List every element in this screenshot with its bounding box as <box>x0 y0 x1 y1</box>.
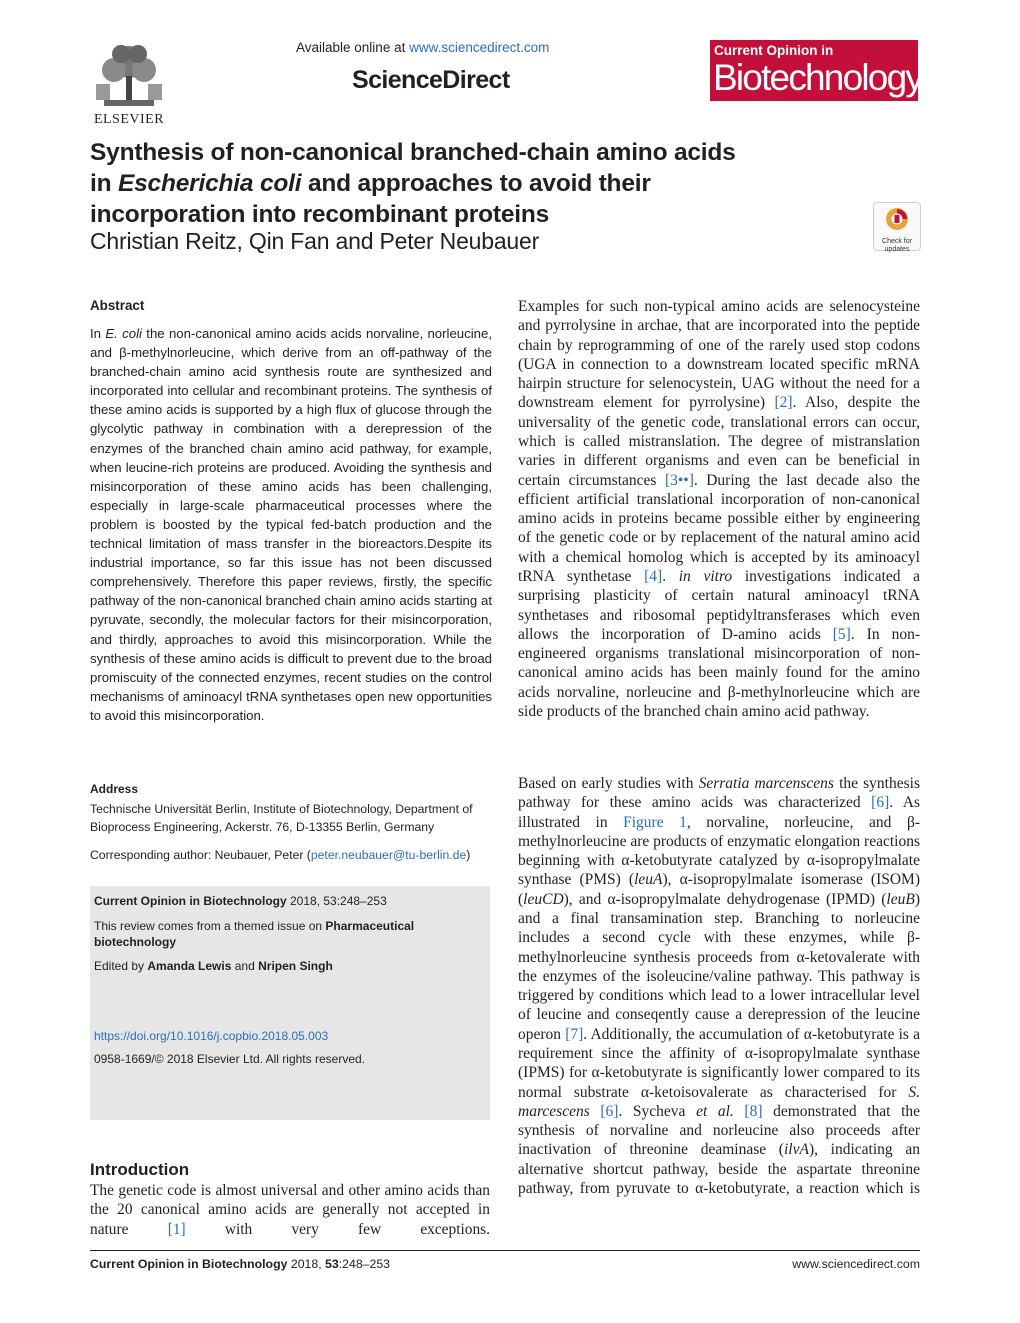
p1-c: . During the last decade also the efficient artificial translational incorporation of non-canonical amino acids in proteins became possible either by engineering of the genetic code or by replacement of the natural amino acid with a chemical homolog which is accepted by its aminoacyl tRNA synthetase <box>518 471 920 585</box>
ref-8-link[interactable]: [8] <box>744 1102 763 1120</box>
theme-prefix: This review comes from a themed issue on <box>94 919 326 933</box>
footer-site: www.sciencedirect.com <box>792 1257 920 1271</box>
footer-journal: Current Opinion in Biotechnology <box>90 1257 288 1271</box>
p1-e: investigations indicated a surprising plasticity of certain natural aminoacyl tRNA synthetases and ribosomal peptidyltransferases which even allows the incorporation of D-amino acids <box>518 567 921 643</box>
gene-ilvA: ilvA <box>783 1141 809 1159</box>
title-line-3: incorporation into recombinant proteins <box>90 201 550 228</box>
editors-and: and <box>231 959 259 973</box>
theme-name: Pharmaceutical biotechnology <box>94 919 415 949</box>
et-al: et al. <box>696 1102 734 1120</box>
p2-d: , norvaline, norleucine, and β-methylnorleucine are products of enzymatic elongation reactions beginning with α-ketobutyrate catalyzed by α-isopropylmalate synthase (PMS) ( <box>518 813 921 889</box>
corr-prefix: Corresponding author: Neubauer, Peter ( <box>90 848 311 862</box>
check-for-updates-label: Check for updates <box>882 238 912 253</box>
p2-l: demonstrated that the synthesis of norvaline and norleucine also proceeds after inactivation of threonine deaminase ( <box>518 1102 921 1159</box>
title-line-1: Synthesis of non-canonical branched-chain amino acids <box>90 139 736 166</box>
ref-4-link[interactable]: [4] <box>644 567 663 585</box>
footer-volume: 53 <box>325 1257 339 1271</box>
intro-text-b: with very few exceptions. <box>185 1220 490 1238</box>
address-heading: Address <box>90 782 139 796</box>
copyright-line: 0958-1669/© 2018 Elsevier Ltd. All rights reserved. <box>94 1052 365 1066</box>
p2-h: . Additionally, the accumulation of α-ketobutyrate is a requirement since the affinity of α-isopropylmalate synthase (IPMS) for α-ketobutyrate is significantly lower compared to its normal substrate α-ketoisovalerate as characterised for <box>518 1025 921 1101</box>
available-prefix: Available online at <box>296 40 410 55</box>
intro-text-a: The genetic code is almost universal and other amino acids than the 20 canonical amino acids are generally not accepted in nature <box>90 1182 490 1238</box>
article-info-box <box>90 886 490 1120</box>
infobox-editors <box>94 958 454 974</box>
p1-f: . In non-engineered organisms translational misincorporation of non-canonical amino acids has been mainly found for the amino acids norvaline, norleucine and β-methylnorleucine which are side products of the branched chain amino acid pathway. <box>518 625 920 720</box>
abstract-species: E. coli <box>105 326 142 341</box>
ref-1-link[interactable]: [1] <box>167 1220 186 1238</box>
in-vitro: in vitro <box>678 567 733 585</box>
sciencedirect-brand: ScienceDirect <box>352 66 510 94</box>
p2-g: ) and a final transamination step. Branching to norleucine includes a second cycle with these enzymes, while β-methylnorleucine synthesis proceeds from α-ketovalerate with the enzymes of the isoleucine/valine pathway. This pathway is triggered by conditions which lead to a lower intracellular level of leucine and conseqently cause a derepression of the leucine operon <box>518 890 920 1043</box>
ref-3-link[interactable]: [3••] <box>664 471 694 489</box>
p2-j: . Sycheva <box>618 1102 697 1120</box>
p2-c: . As illustrated in <box>518 794 920 831</box>
editor-1: Amanda Lewis <box>147 959 232 973</box>
infobox-theme <box>94 918 454 950</box>
gene-leuCD: leuCD <box>523 890 564 908</box>
gene-leuB: leuB <box>886 890 915 908</box>
abstract-body-text: the non-canonical amino acids acids norvaline, norleucine, and β-methylnorleucine, which derive from an off-pathway of the branched-chain amino acid synthesis route are synthesized and incorporated into cellular and recombinant proteins. The synthesis of these amino acids is supported by a high flux of glucose through the glycolytic pathway in combination with a derepression of the enzymes of the branched chain amino acid pathway, for example, when leucine-rich proteins are produced. Avoiding the synthesis and misincorporation of these amino acids has been challenging, especially in large-scale pharmaceutical processes where the problem is boosted by the typical fed-batch production and the technical limitation of mass transfer in the bioreactors.Despite its industrial importance, so far this issue has not been discussed comprehensively. Therefore this paper reviews, firstly, the specific pathway of the non-canonical branched chain amino acids starting at pyruvate, secondly, the molecular factors for their misincorporation, and thirdly, approaches to avoid this misincorporation. While the synthesis of these amino acids is difficult to prevent due to the broad promiscuity of the connected enzymes, recent studies on the control mechanisms of aminoacyl tRNA synthetases open new opportunities to avoid this misincorporation. <box>90 326 492 723</box>
infobox-cite: 2018, 53:248–253 <box>286 894 387 908</box>
editor-2: Nripen Singh <box>258 959 333 973</box>
footer-citation <box>90 1257 390 1271</box>
gene-leuA: leuA <box>634 871 663 889</box>
sciencedirect-link[interactable]: www.sciencedirect.com <box>409 40 550 55</box>
introduction-text <box>90 1181 490 1239</box>
doi-link[interactable]: https://doi.org/10.1016/j.copbio.2018.05.003 <box>94 1029 329 1043</box>
ref-6-link[interactable]: [6] <box>871 794 890 812</box>
body-paragraph-1 <box>518 297 920 721</box>
ref-5-link[interactable]: [5] <box>832 625 851 643</box>
edited-by: Edited by <box>94 959 148 973</box>
article-title <box>90 137 820 230</box>
title-line-2-b: and approaches to avoid their <box>301 170 651 197</box>
footer-pages: :248–253 <box>338 1257 391 1271</box>
check-for-updates-icon <box>884 206 910 232</box>
title-line-2 <box>90 168 820 199</box>
p2-m: ), indicating an alternative shortcut pathway, beside the aspartate threonine pathway, from pyruvate to α-ketobutyrate, a reaction which is <box>518 1141 920 1197</box>
address-text <box>90 800 492 836</box>
author-email-link[interactable]: peter.neubauer@tu-berlin.de <box>310 848 467 862</box>
p2-b: the synthesis pathway for these amino acids was characterized <box>518 775 920 812</box>
figure-1-link[interactable]: Figure 1 <box>623 813 687 831</box>
footer-year: 2018, <box>287 1257 326 1271</box>
journal-badge-bottom: Biotechnology <box>713 57 923 98</box>
footer-divider <box>90 1250 920 1251</box>
p2-f: ), and α-isopropylmalate dehydrogenase (IPMD) ( <box>563 890 887 908</box>
journal-badge <box>710 40 923 101</box>
ref-6b-link[interactable]: [6] <box>600 1102 619 1120</box>
abstract-heading: Abstract <box>90 298 145 313</box>
species-serratia: Serratia marcenscens <box>698 775 834 792</box>
species-s-marcescens: S. marcescens <box>518 1083 920 1120</box>
ref-7-link[interactable]: [7] <box>565 1025 584 1043</box>
title-species: Escherichia coli <box>117 170 302 197</box>
body-paragraph-2 <box>518 774 920 1198</box>
p1-d: . <box>662 567 679 585</box>
p1-b: . Also, despite the universality of the genetic code, translational errors can occur, which is called mistranslation. The degree of mistranslation varies in different organisms and even can be beneficial in certain circumstances <box>518 394 920 489</box>
introduction-heading: Introduction <box>90 1160 190 1179</box>
corr-suffix: ) <box>466 848 471 862</box>
p2-k <box>734 1103 745 1120</box>
abstract-in: In <box>90 326 106 341</box>
p2-e: ), α-isopropylmalate isomerase (ISOM) ( <box>518 871 920 908</box>
infobox-journal: Current Opinion in Biotechnology <box>94 894 287 908</box>
address-line-2: Bioprocess Engineering, Ackerstr. 76, D-13355 Berlin, Germany <box>90 820 435 834</box>
journal-badge-top: Current Opinion in <box>714 43 834 58</box>
article-authors: Christian Reitz, Qin Fan and Peter Neubauer <box>90 228 540 254</box>
publisher-wordmark: ELSEVIER <box>93 112 165 127</box>
available-online-line <box>296 40 549 55</box>
p1-a: Examples for such non-typical amino acids are selenocysteine and pyrrolysine in archae, that are incorporated into the peptide chain by reprogramming of one of the rarely used stop codons (UGA in connection to a downstream located specific mRNA hairpin structure for selenocystein, UAG without the need for a downstream element for pyrrolysine) <box>518 298 920 412</box>
infobox-citation <box>94 893 454 909</box>
title-line-2-a: in <box>90 170 118 197</box>
check-for-updates-button[interactable] <box>873 202 921 251</box>
address-line-1: Technische Universität Berlin, Institute of Biotechnology, Department of <box>90 802 473 816</box>
abstract-text <box>90 324 492 725</box>
ref-2-link[interactable]: [2] <box>774 394 793 412</box>
corresponding-author <box>90 848 492 862</box>
p2-a: Based on early studies with <box>518 775 699 792</box>
p2-i <box>590 1103 601 1120</box>
